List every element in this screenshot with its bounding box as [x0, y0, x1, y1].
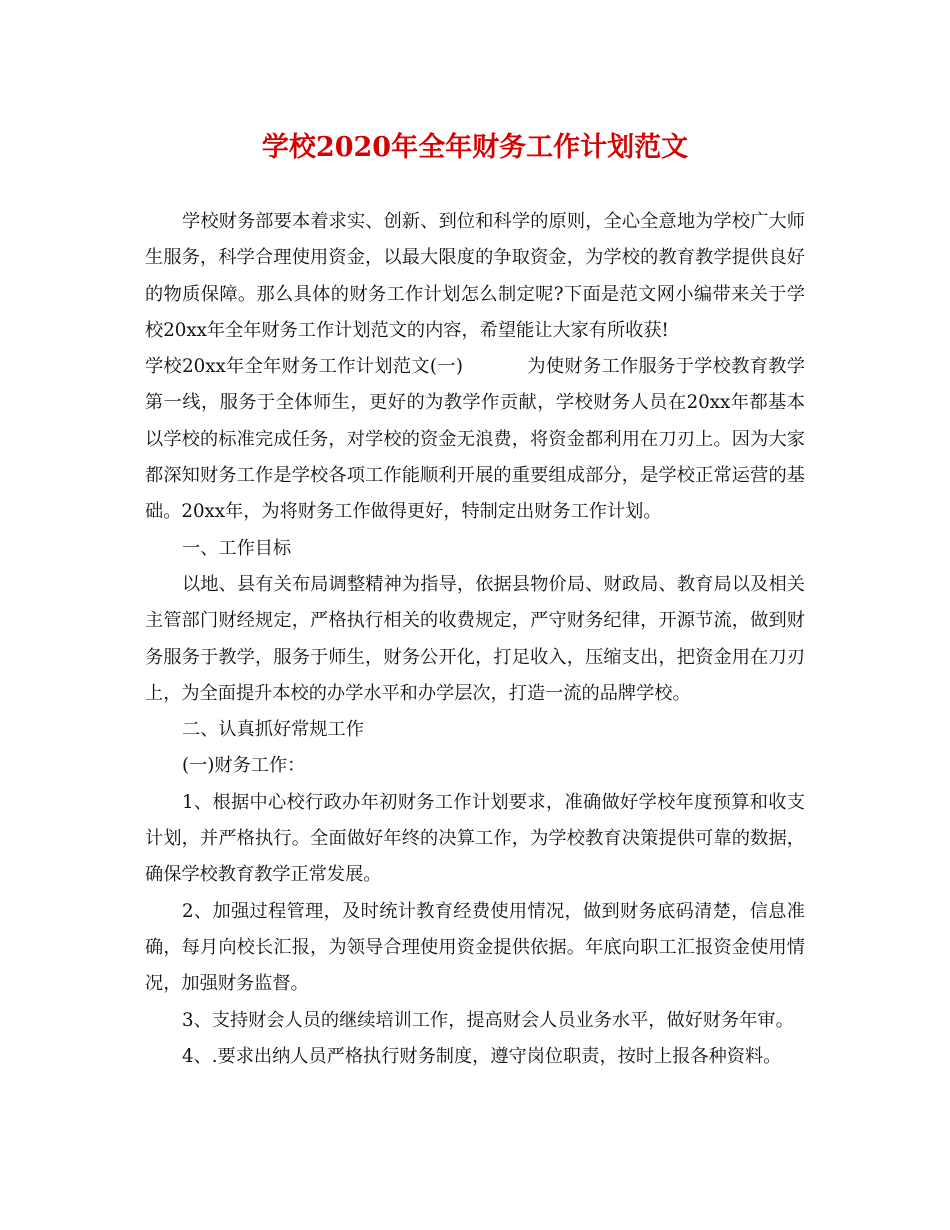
document-title: 学校2020年全年财务工作计划范文: [261, 132, 689, 163]
heading-work-goals: 一、工作目标: [182, 537, 292, 559]
list-item: 3、支持财会人员的继续培训工作，提高财会人员业务水平，做好财务年审。: [182, 1009, 794, 1031]
section-head: 学校20xx年全年财务工作计划范文(一): [145, 356, 463, 378]
document-body: [145, 204, 805, 1075]
list-item: 1、根据中心校行政办年初财务工作计划要求，准确做好学校年度预算和收支计划，并严格执行。全面做好年终的决算工作，为学校教育决策提供可靠的数据，确保学校教育教学正常发展。: [145, 791, 805, 886]
goal-paragraph: 以地、县有关布局调整精神为指导，依据县物价局、财政局、教育局以及相关主管部门财经规定，严格执行相关的收费规定，严守财务纪律，开源节流，做到财务服务于教学，服务于师生，财务公开化，打足收入，压缩支出，把资金用在刀刃上，为全面提升本校的办学水平和办学层次，打造一流的品牌学校。: [145, 573, 805, 704]
section-intro: 为使财务工作服务于学校教育教学第一线，服务于全体师生，更好的为教学作贡献，学校财务人员在20xx年都基本以学校的标准完成任务，对学校的资金无浪费，将资金都利用在刀刃上。因为大家都深知财务工作是学校各项工作能顺利开展的重要组成部分，是学校正常运营的基础。20xx年，为将财务工作做得更好，特制定出财务工作计划。: [145, 356, 805, 523]
list-item: 4、.要求出纳人员严格执行财务制度，遵守岗位职责，按时上报各种资料。: [182, 1045, 782, 1067]
section-paragraph: [145, 349, 805, 530]
intro-paragraph: 学校财务部要本着求实、创新、到位和科学的原则，全心全意地为学校广大师生服务，科学合理使用资金，以最大限度的争取资金，为学校的教育教学提供良好的物质保障。那么具体的财务工作计划怎么制定呢?下面是范文网小编带来关于学校20xx年全年财务工作计划范文的内容，希望能让大家有所收获!: [145, 211, 805, 341]
heading-routine-work: 二、认真抓好常规工作: [182, 719, 364, 741]
list-item: 2、加强过程管理，及时统计教育经费使用情况，做到财务底码清楚，信息准确，每月向校长汇报，为领导合理使用资金提供依据。年底向职工汇报资金使用情况，加强财务监督。: [145, 900, 805, 995]
subheading-finance-work: (一)财务工作：: [182, 755, 306, 777]
